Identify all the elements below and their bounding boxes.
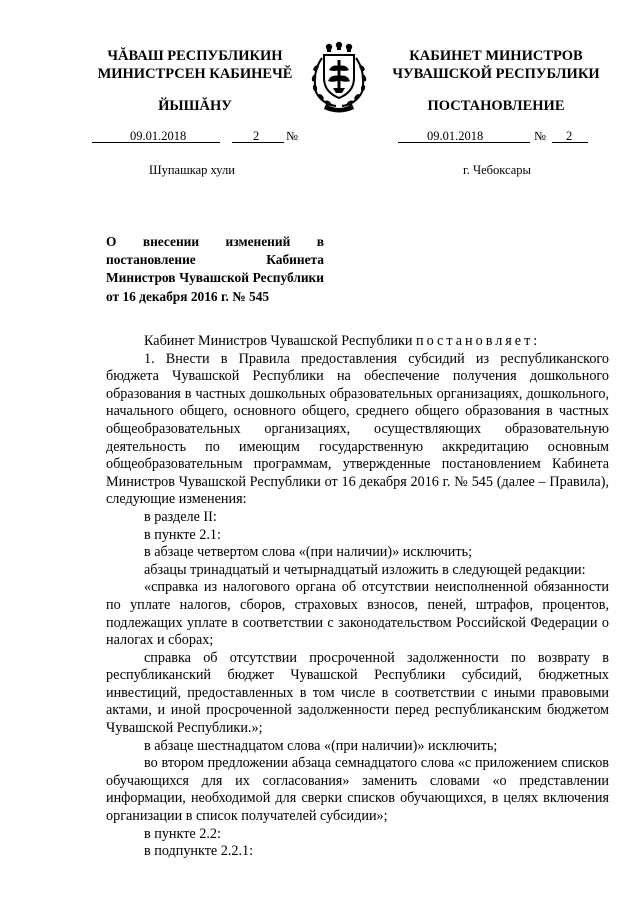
- left-number: 2: [253, 129, 260, 143]
- body-paragraph: абзацы тринадцатый и четырнадцатый изложить в следующей редакции:: [144, 561, 586, 578]
- header-right-org: [383, 47, 609, 83]
- body-paragraph: в подпункте 2.2.1:: [144, 843, 254, 860]
- left-number-sign: №: [286, 129, 298, 143]
- body-paragraph: 1. Внести в Правила предоставления субсидий из республиканского бюджета Чувашской Республики на обеспечение получения дошкольного образования в частных дошкольных образовательных организациях, дошкольного, начального общего, основного общего, среднего общего образования в частных общеобразовательных организациях, осуществляющих образовательную деятельность по имеющим государственную аккредитацию основным общеобразовательным программам, утвержденные постановлением Кабинета Министров Чувашской Республики от 16 декабря 2016 г. № 545 (далее – Правила), следующие изменения:: [106, 350, 609, 508]
- body-paragraph: в пункте 2.2:: [144, 825, 221, 842]
- intro-paragraph: [106, 333, 609, 351]
- body-paragraph: в абзаце шестнадцатом слова «(при наличии)» исключить;: [144, 737, 498, 754]
- left-place: Шупашкар хули: [149, 163, 235, 177]
- document-body: [106, 333, 609, 861]
- header-right-line2: ЧУВАШСКОЙ РЕСПУБЛИКИ: [392, 66, 600, 82]
- header-right-doc-type: ПОСТАНОВЛЕНИЕ: [427, 98, 565, 114]
- emblem-icon: [302, 40, 376, 114]
- header-right-line1: КАБИНЕТ МИНИСТРОВ: [409, 48, 583, 64]
- header-left-line1: ЧĂВАШ РЕСПУБЛИКИН: [107, 48, 283, 64]
- right-number-sign: №: [534, 129, 546, 143]
- coat-of-arms-emblem: [302, 40, 376, 114]
- body-paragraph: в пункте 2.1:: [144, 526, 221, 543]
- body-paragraph: в абзаце четвертом слова «(при наличии)» исключить;: [144, 544, 473, 561]
- body-paragraph: во втором предложении абзаца семнадцатого слова «с приложением списков обучающихся для их согласования» заменить словами «о представлении информации, необходимой для сверки списков обучающихся, в целях включения организации в список получателей субсидии»;: [106, 755, 609, 825]
- right-place: г. Чебоксары: [463, 163, 531, 177]
- header-left-doc-type: ЙЫШĂНУ: [158, 98, 232, 114]
- document-title: О внесении изменений в постановление Кабинета Министров Чувашской Республики от 16 декабря 2016 г. № 545: [106, 234, 324, 304]
- body-paragraph: «справка из налогового органа об отсутствии неисполненной обязанности по уплате налогов, сборов, страховых взносов, пеней, штрафов, процентов, подлежащих уплате в соответствии с законодательством Российской Федерации о налогах и сборах;: [106, 579, 609, 649]
- left-date: 09.01.2018: [130, 129, 187, 143]
- intro-prefix: Кабинет Министров Чувашской Республики: [144, 333, 416, 349]
- header-left-org: [90, 47, 300, 83]
- body-paragraph: справка об отсутствии просроченной задолженности по возврату в республиканский бюджет Чувашской Республики субсидий, бюджетных инвестиций, предоставленных в том числе в соответствии с иными правовыми актами, и иной просроченной задолженности перед республиканским бюджетом Чувашской Республики.»;: [106, 649, 609, 737]
- right-date: 09.01.2018: [427, 129, 484, 143]
- body-paragraph: в разделе II:: [144, 508, 217, 525]
- intro-verb: постановляет:: [416, 333, 541, 349]
- header-left-line2: МИНИСТРСЕН КАБИНЕЧĔ: [97, 66, 293, 82]
- right-number: 2: [566, 129, 573, 143]
